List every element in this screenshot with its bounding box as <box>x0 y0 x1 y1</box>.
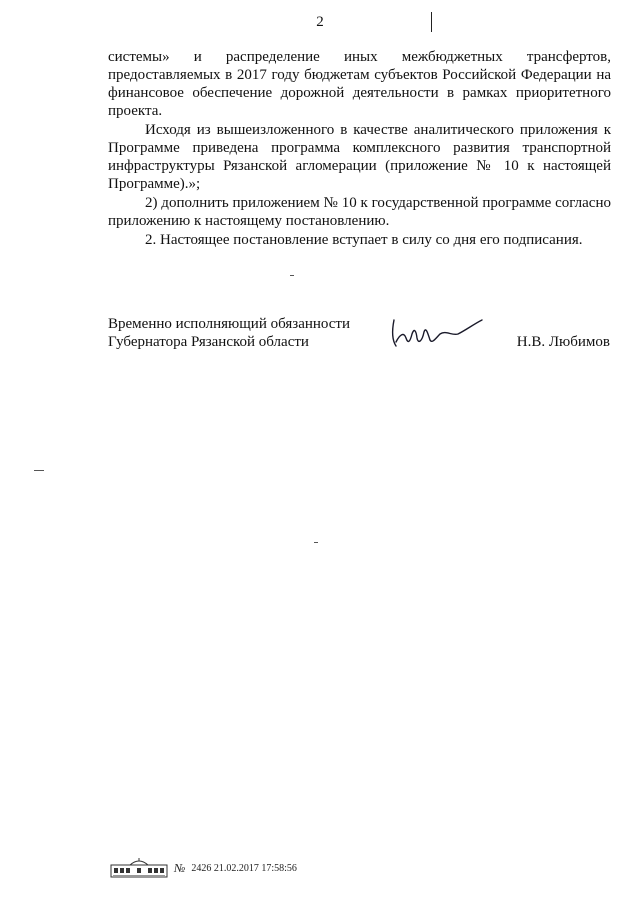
scan-speck <box>290 275 294 276</box>
page-number: 2 <box>316 14 324 30</box>
stamp-text: 2426 21.02.2017 17:58:56 <box>191 862 297 874</box>
signatory-position-line-2: Губернатора Рязанской области <box>108 334 309 350</box>
scan-artifact-line <box>431 12 432 32</box>
document-body <box>108 48 611 249</box>
document-registry-logo-icon <box>110 857 168 879</box>
paragraph-2: Исходя из вышеизложенного в качестве аналитического приложения к Программе приведена программа комплексного развития транспортной инфраструктуры Рязанской агломерации (приложение № 10 к настоящей Программе).»; <box>108 122 611 192</box>
signatory-position-line-1: Временно исполняющий обязанности <box>108 316 351 332</box>
stamp-number-sign: № <box>174 860 186 875</box>
scan-speck <box>314 542 318 543</box>
handwritten-signature-icon <box>386 312 486 352</box>
paragraph-4: 2. Настоящее постановление вступает в силу со дня его подписания. <box>145 232 583 248</box>
signatory-name: Н.В. Любимов <box>516 334 610 350</box>
signatory-position <box>108 315 350 351</box>
scan-speck <box>34 470 44 471</box>
paragraph-3: 2) дополнить приложением № 10 к государственной программе согласно приложению к настоящему постановлению. <box>108 195 611 229</box>
paragraph-1: системы» и распределение иных межбюджетных трансфертов, предоставляемых в 2017 году бюджетам субъектов Российской Федерации на финансовое обеспечение дорожной деятельности в рамках приоритетного проекта. <box>108 49 611 119</box>
registration-stamp <box>110 857 297 879</box>
